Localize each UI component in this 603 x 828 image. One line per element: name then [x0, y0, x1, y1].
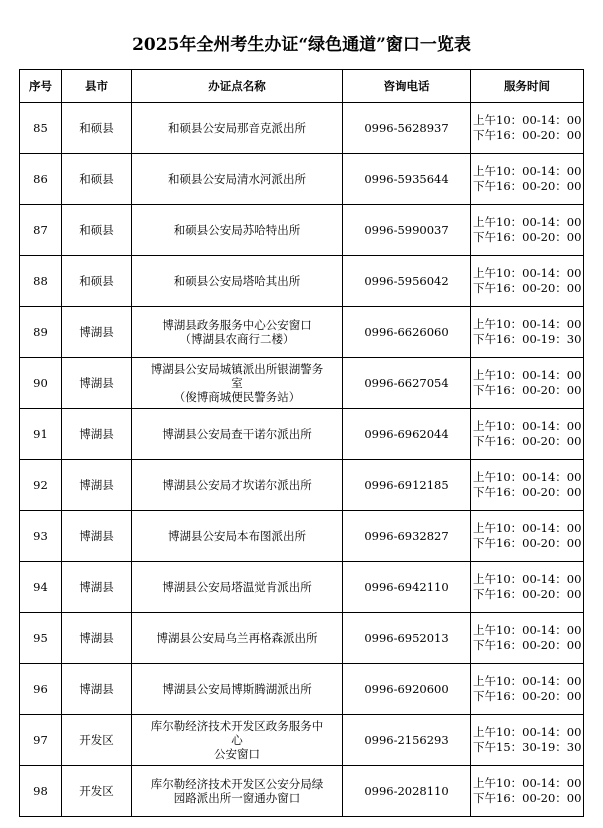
office-name-cell — [132, 409, 343, 460]
phone-cell: 0996-2156293 — [343, 715, 471, 766]
header-no: 序号 — [20, 70, 62, 103]
hours-line: 上午10：00-14：00 — [473, 470, 582, 484]
hours-line: 下午16：00-20：00 — [473, 230, 582, 244]
hours-cell — [471, 103, 584, 154]
county-cell: 博湖县 — [62, 613, 132, 664]
hours-line: 下午16：00-20：00 — [473, 536, 582, 550]
office-name-line: 和硕县公安局那音克派出所 — [168, 121, 306, 135]
table-row — [20, 256, 584, 307]
hours-line: 上午10：00-14：00 — [473, 623, 582, 637]
table-body — [20, 103, 584, 817]
office-name-cell — [132, 103, 343, 154]
hours-line: 下午15：30-19：30 — [473, 740, 582, 754]
county-cell: 博湖县 — [62, 358, 132, 409]
phone-cell: 0996-6627054 — [343, 358, 471, 409]
hours-cell — [471, 562, 584, 613]
table-row — [20, 460, 584, 511]
office-name-cell — [132, 460, 343, 511]
office-name-cell — [132, 766, 343, 817]
office-name-line: 博湖县公安局塔温觉肯派出所 — [162, 580, 312, 594]
row-number: 88 — [20, 256, 62, 307]
county-cell: 和硕县 — [62, 205, 132, 256]
hours-line: 下午16：00-20：00 — [473, 128, 582, 142]
hours-cell — [471, 154, 584, 205]
table-row — [20, 205, 584, 256]
hours-line: 上午10：00-14：00 — [473, 776, 582, 790]
office-name-cell — [132, 562, 343, 613]
office-name-line: 和硕县公安局清水河派出所 — [168, 172, 306, 186]
office-name-line: 库尔勒经济技术开发区政务服务中 — [150, 719, 324, 733]
phone-cell: 0996-2028110 — [343, 766, 471, 817]
office-name-line: （俊博商城便民警务站） — [173, 390, 301, 404]
header-county: 县市 — [62, 70, 132, 103]
county-cell: 和硕县 — [62, 256, 132, 307]
phone-cell: 0996-6942110 — [343, 562, 471, 613]
office-name-line: 心 — [231, 733, 243, 747]
county-cell: 开发区 — [62, 715, 132, 766]
hours-cell — [471, 766, 584, 817]
office-name-line: （博湖县农商行二楼） — [179, 332, 295, 346]
hours-line: 上午10：00-14：00 — [473, 317, 582, 331]
row-number: 94 — [20, 562, 62, 613]
county-cell: 博湖县 — [62, 664, 132, 715]
hours-line: 下午16：00-20：00 — [473, 791, 582, 805]
hours-cell — [471, 409, 584, 460]
county-cell: 和硕县 — [62, 103, 132, 154]
table-row — [20, 715, 584, 766]
county-cell: 开发区 — [62, 766, 132, 817]
phone-cell: 0996-6626060 — [343, 307, 471, 358]
county-cell: 博湖县 — [62, 307, 132, 358]
office-name-cell — [132, 307, 343, 358]
hours-line: 下午16：00-19：30 — [473, 332, 582, 346]
office-name-cell — [132, 358, 343, 409]
hours-cell — [471, 511, 584, 562]
table-row — [20, 103, 584, 154]
row-number: 92 — [20, 460, 62, 511]
hours-cell — [471, 613, 584, 664]
row-number: 95 — [20, 613, 62, 664]
phone-cell: 0996-6920600 — [343, 664, 471, 715]
hours-line: 上午10：00-14：00 — [473, 164, 582, 178]
office-name-cell — [132, 511, 343, 562]
office-name-cell — [132, 205, 343, 256]
row-number: 97 — [20, 715, 62, 766]
hours-line: 上午10：00-14：00 — [473, 215, 582, 229]
row-number: 86 — [20, 154, 62, 205]
hours-line: 下午16：00-20：00 — [473, 638, 582, 652]
county-cell: 博湖县 — [62, 460, 132, 511]
table-row — [20, 409, 584, 460]
phone-cell: 0996-5990037 — [343, 205, 471, 256]
hours-line: 下午16：00-20：00 — [473, 383, 582, 397]
table-row — [20, 664, 584, 715]
office-name-line: 和硕县公安局苏哈特出所 — [173, 223, 301, 237]
hours-cell — [471, 256, 584, 307]
office-name-cell — [132, 664, 343, 715]
phone-cell: 0996-5628937 — [343, 103, 471, 154]
phone-cell: 0996-6962044 — [343, 409, 471, 460]
table-row — [20, 613, 584, 664]
office-name-line: 和硕县公安局塔哈其出所 — [173, 274, 301, 288]
office-name-line: 博湖县公安局城镇派出所银湖警务 — [150, 362, 324, 376]
office-name-cell — [132, 613, 343, 664]
office-name-line: 园路派出所一窗通办窗口 — [173, 791, 301, 805]
phone-cell: 0996-6912185 — [343, 460, 471, 511]
office-name-line: 博湖县公安局查干诺尔派出所 — [162, 427, 312, 441]
office-name-line: 博湖县公安局博斯腾湖派出所 — [162, 682, 312, 696]
hours-line: 下午16：00-20：00 — [473, 281, 582, 295]
office-table — [19, 69, 584, 817]
table-row — [20, 766, 584, 817]
hours-line: 下午16：00-20：00 — [473, 179, 582, 193]
row-number: 85 — [20, 103, 62, 154]
hours-line: 上午10：00-14：00 — [473, 368, 582, 382]
office-name-line: 库尔勒经济技术开发区公安分局绿 — [150, 777, 324, 791]
table-row — [20, 154, 584, 205]
table-row — [20, 511, 584, 562]
hours-line: 上午10：00-14：00 — [473, 266, 582, 280]
hours-cell — [471, 460, 584, 511]
hours-line: 下午16：00-20：00 — [473, 587, 582, 601]
hours-line: 上午10：00-14：00 — [473, 419, 582, 433]
phone-cell: 0996-5935644 — [343, 154, 471, 205]
hours-cell — [471, 664, 584, 715]
hours-cell — [471, 205, 584, 256]
office-name-cell — [132, 256, 343, 307]
row-number: 87 — [20, 205, 62, 256]
row-number: 93 — [20, 511, 62, 562]
office-name-line: 博湖县公安局乌兰再格森派出所 — [156, 631, 318, 645]
phone-cell: 0996-6952013 — [343, 613, 471, 664]
hours-line: 上午10：00-14：00 — [473, 725, 582, 739]
office-name-line: 室 — [231, 376, 243, 390]
county-cell: 博湖县 — [62, 409, 132, 460]
row-number: 91 — [20, 409, 62, 460]
county-cell: 博湖县 — [62, 562, 132, 613]
row-number: 89 — [20, 307, 62, 358]
county-cell: 和硕县 — [62, 154, 132, 205]
header-phone: 咨询电话 — [343, 70, 471, 103]
office-name-cell — [132, 154, 343, 205]
office-name-line: 公安窗口 — [214, 747, 260, 761]
hours-line: 下午16：00-20：00 — [473, 689, 582, 703]
table-row — [20, 358, 584, 409]
row-number: 98 — [20, 766, 62, 817]
phone-cell: 0996-6932827 — [343, 511, 471, 562]
row-number: 96 — [20, 664, 62, 715]
hours-line: 上午10：00-14：00 — [473, 521, 582, 535]
phone-cell: 0996-5956042 — [343, 256, 471, 307]
row-number: 90 — [20, 358, 62, 409]
county-cell: 博湖县 — [62, 511, 132, 562]
hours-cell — [471, 307, 584, 358]
hours-line: 下午16：00-20：00 — [473, 434, 582, 448]
hours-line: 上午10：00-14：00 — [473, 674, 582, 688]
table-header-row — [20, 70, 584, 103]
office-name-line: 博湖县政务服务中心公安窗口 — [162, 318, 312, 332]
table-row — [20, 562, 584, 613]
office-name-line: 博湖县公安局本布图派出所 — [168, 529, 306, 543]
table-row — [20, 307, 584, 358]
hours-cell — [471, 715, 584, 766]
hours-line: 上午10：00-14：00 — [473, 572, 582, 586]
office-name-cell — [132, 715, 343, 766]
page-title: 2025年全州考生办证“绿色通道”窗口一览表 — [132, 35, 471, 55]
hours-line: 上午10：00-14：00 — [473, 113, 582, 127]
hours-line: 下午16：00-20：00 — [473, 485, 582, 499]
office-name-line: 博湖县公安局才坎诺尔派出所 — [162, 478, 312, 492]
header-office: 办证点名称 — [132, 70, 343, 103]
hours-cell — [471, 358, 584, 409]
header-hours: 服务时间 — [471, 70, 584, 103]
